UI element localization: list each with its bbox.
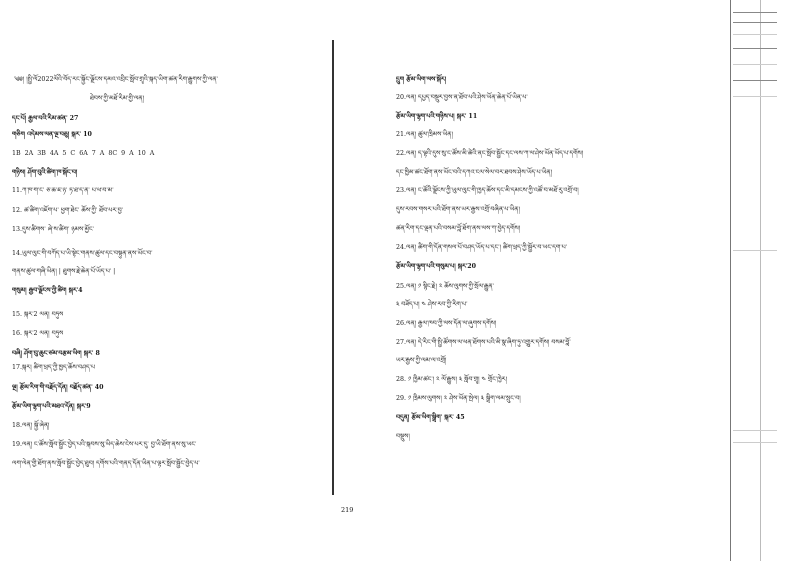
answer-line: 18.ལན། སྐྱོ་ཞེན། xyxy=(12,422,50,429)
scan-mark xyxy=(733,64,777,65)
answer-line: 26.ལན། རྒྱལ་ཁབ་ཀྱི་ལས་དོན་ལ་ཞུགས་དགོས། xyxy=(396,320,497,327)
answer-line: དང་ཁྱིམ་ཚང་ཐོག་ནས་ཡོང་བའི་དཀའ་ངལ་སེལ་བར་ཐབས་ཤེས་ཡོད་པ་ཡིན། xyxy=(396,169,553,176)
answer-line: 25.ལན། ༡ སྙིང་རྗེ། ༢ ཆོས་ལུགས་ཀྱི་སྲོལ་རྒྱུན་ xyxy=(396,283,494,290)
answer-line: 27.ལན། དེ་རིང་གི་སྤྱི་ཚོགས་ལ་ཕན་ཐོགས་པའི་མི་སྣ་ཞིག་ཏུ་འགྱུར་དགོས། བསམ་བློ་ xyxy=(396,339,571,346)
answer-line: 17.སྐར། ཚིག་ཕྲད་ཀྱི་ཁྱད་ཆོས་བཤད་པ xyxy=(12,364,96,371)
answer-line: 22.ལན། ད་ལྟའི་དུས་སུ་ང་ཚོས་མི་ཚེའི་ནང་སློབ་སྦྱོང་དང་ལས་ཀ་ལ་ཤེས་ཡོན་ཡོད་པ་དགོས། xyxy=(396,150,584,157)
scan-mark xyxy=(733,80,777,81)
scan-mark xyxy=(733,250,777,251)
answer-line: 29. ༡ ཁྲིམས་ལུགས། ༢ ཤེས་ཡོན་སྤེལ། ༣ སྒྲིག་ལམ་སྲུང་བ། xyxy=(396,395,521,402)
scan-mark xyxy=(733,442,777,443)
exam-subtitle: ཐེབས་ཀྱི་མཐོ་རིམ་གྱི་ལན། xyxy=(90,95,144,102)
answer-line: 13.དུས་ཚིགས་ ཞེ་ས་ཚིག་ ཉམས་མྱོང་ xyxy=(12,226,95,233)
answer-line: ཡར་རྒྱས་ཀྱི་ལམ་ལ་འགྲོ། xyxy=(396,357,447,364)
scan-mark xyxy=(733,34,777,35)
section-heading: བཞི། ཤོག་བུ་ཆུང་ཙམ་བརྩམ་ཡིག སྐར་ 8 xyxy=(12,350,100,357)
answer-line: བསྡུས། xyxy=(396,433,410,440)
exam-title: ༄༅། །སྤྱི་ལོ2022ལོའི་བོད་རང་སྐྱོང་ལྗོངས་དམའ་འབྲིང་སློབ་གྲྭའི་སྐད་ཡིག་ཚན་རིག་རྒྱུགས་ཀྱི་ལན་ xyxy=(14,76,218,83)
scan-mark xyxy=(733,430,777,431)
answer-line: གནས་ཚུལ་གཞི་ཡིན། | ཐུགས་རྗེ་ཆེན་པོ་ཡོད་པ་ | xyxy=(12,268,116,275)
scan-mark xyxy=(733,12,777,13)
answer-line: 20.ལན། དཔྱད་བསྡུར་བྱས་ན་ཐོབ་པའི་ཤེས་ཡོན་ཆེན་པོ་ཡིན་པ་ xyxy=(396,94,528,101)
answer-line: ལག་ལེན་གྱི་ཐོག་ནས་སློབ་སྦྱོང་བྱེད་ཐུབ། དགོས་པའི་གནད་དོན་ཡིན་པ་ལྟར་སློབ་སྦྱོང་བྱེད་པ་ xyxy=(12,460,200,467)
answer-line: 19.ལན། ང་ཚོས་སློབ་སྦྱོང་བྱེད་པའི་སྐབས་སུ་ཡིད་ཆེས་ངེས་པར་དུ་ བྱ་ཡི་ཐོག་ནས་སུ་ཡང་ xyxy=(12,441,197,448)
answer-line: 11.ཀ་ཁ་ག་ང་ ཅ་ཆ་ཇ་ཉ་ ཏ་ཐ་ད་ན་ པ་ཕ་བ་མ་ xyxy=(12,187,114,194)
page-number: 219 xyxy=(341,506,354,514)
answer-line: 14.ཡུལ་ལུང་གི་བཀོད་པ་ཡི་སྟེང་གནས་ཚུལ་དང་བསྟུན་ནས་ཡོང་བ་ xyxy=(12,250,153,257)
answer-line: 16. སྐར་2 ལན། བཏུས xyxy=(12,330,64,337)
scan-mark xyxy=(733,48,777,49)
section-heading: ལྔ། རྩོམ་རིག་གི་བརྗོད་དོན། བརྗོད་ཚན་ 40 xyxy=(12,384,104,391)
answer-line: ཚན་རིག་དང་ལྡན་པའི་བསམ་བློ་ཐོག་ནས་ལས་ཀ་བྱེད་དགོས། xyxy=(396,225,521,232)
answer-key: 1B 2A 3B 4A 5 C 6A 7 A 8C 9 A 10 A xyxy=(12,150,155,157)
section-heading: གསུམ། རྒྱབ་ལྗོངས་ཀྱི་ཚིག སྐར་4 xyxy=(12,287,83,294)
scan-mark xyxy=(733,22,777,23)
section-heading: རྩོམ་ཡིག་ལྷག་པའི་གསུམ་པ། སྐར་20 xyxy=(396,263,477,270)
answer-line: 15. སྐར་2 ལན། བཏུས xyxy=(12,311,64,318)
answer-line: དུས་རབས་གསར་པའི་ཐོག་ནས་ཡར་རྒྱས་འགྲོ་བཞིན་པ་ཡིན། xyxy=(396,206,520,213)
answer-line: 23.ལན། ང་ཚོའི་ལྗོངས་ཀྱི་ཡུལ་ལུང་གི་ཁྱད་ཆོས་དང་མི་དམངས་ཀྱི་འཚོ་བ་མཐོ་རུ་འགྲོ་བ། xyxy=(396,187,579,194)
scan-edge xyxy=(730,0,731,561)
section-heading: དང་པོ། རྒྱལ་བའི་རིམ་ཚན་ 27 xyxy=(12,115,79,122)
answer-line: 24.ལན། ཚིག་གི་དོན་གསལ་པོ་བཤད་ཡོད་པ་དང་། ཚིག་ཕྲད་ཀྱི་སྦྱོར་བ་ཡང་དག་པ་ xyxy=(396,244,568,251)
answer-line: ༣ བཟོད་པ། ༤ ཤེས་རབ་ཀྱི་རིག་པ་ xyxy=(396,301,468,308)
section-heading: དྲུག རྩོམ་ཡིག་ལས་སྐོར། xyxy=(396,76,447,83)
left-page xyxy=(0,0,332,561)
scan-edge-faint xyxy=(760,0,761,561)
answer-line: 28. ༡ ཁྱིམ་ཚང་། ༢ ལོ་རྒྱུས། ༣ སློབ་གྲྭ། ༤ གྲོང་ཁྱེར། xyxy=(396,376,507,383)
section-heading: བདུན། རྩོམ་ཡིག་སྒྲིག་ སྐར་ 45 xyxy=(396,414,465,421)
answer-line: 12. ཚ་ཚིག་འཇོག་པ་ ཕྱག་ཐེང་ ཆོས་ཀྱི་ ཐོབ་པར་བྱ་ xyxy=(12,207,123,214)
page-gutter xyxy=(332,40,334,495)
scan-mark xyxy=(733,96,777,97)
section-heading: གཉིས། ཤོག་བུའི་ཚིག་ཁ་སྐོང་བ། xyxy=(12,169,78,176)
section-heading: རྩོམ་ཡིག་ལྷག་པའི་མཐའ་དོན། སྐར་9 xyxy=(12,403,91,410)
answer-line: 21.ལན། ཚུལ་ཁྲིམས་ཡིན། xyxy=(396,131,453,138)
section-heading: རྩོམ་ཡིག་ལྷག་པའི་གཉིས་པ། སྐར་ 11 xyxy=(396,113,478,120)
section-heading: གཅིག འདེམས་ལན་ལྔ་བཅུ། སྐར་ 10 xyxy=(12,131,92,138)
right-page xyxy=(338,0,728,561)
